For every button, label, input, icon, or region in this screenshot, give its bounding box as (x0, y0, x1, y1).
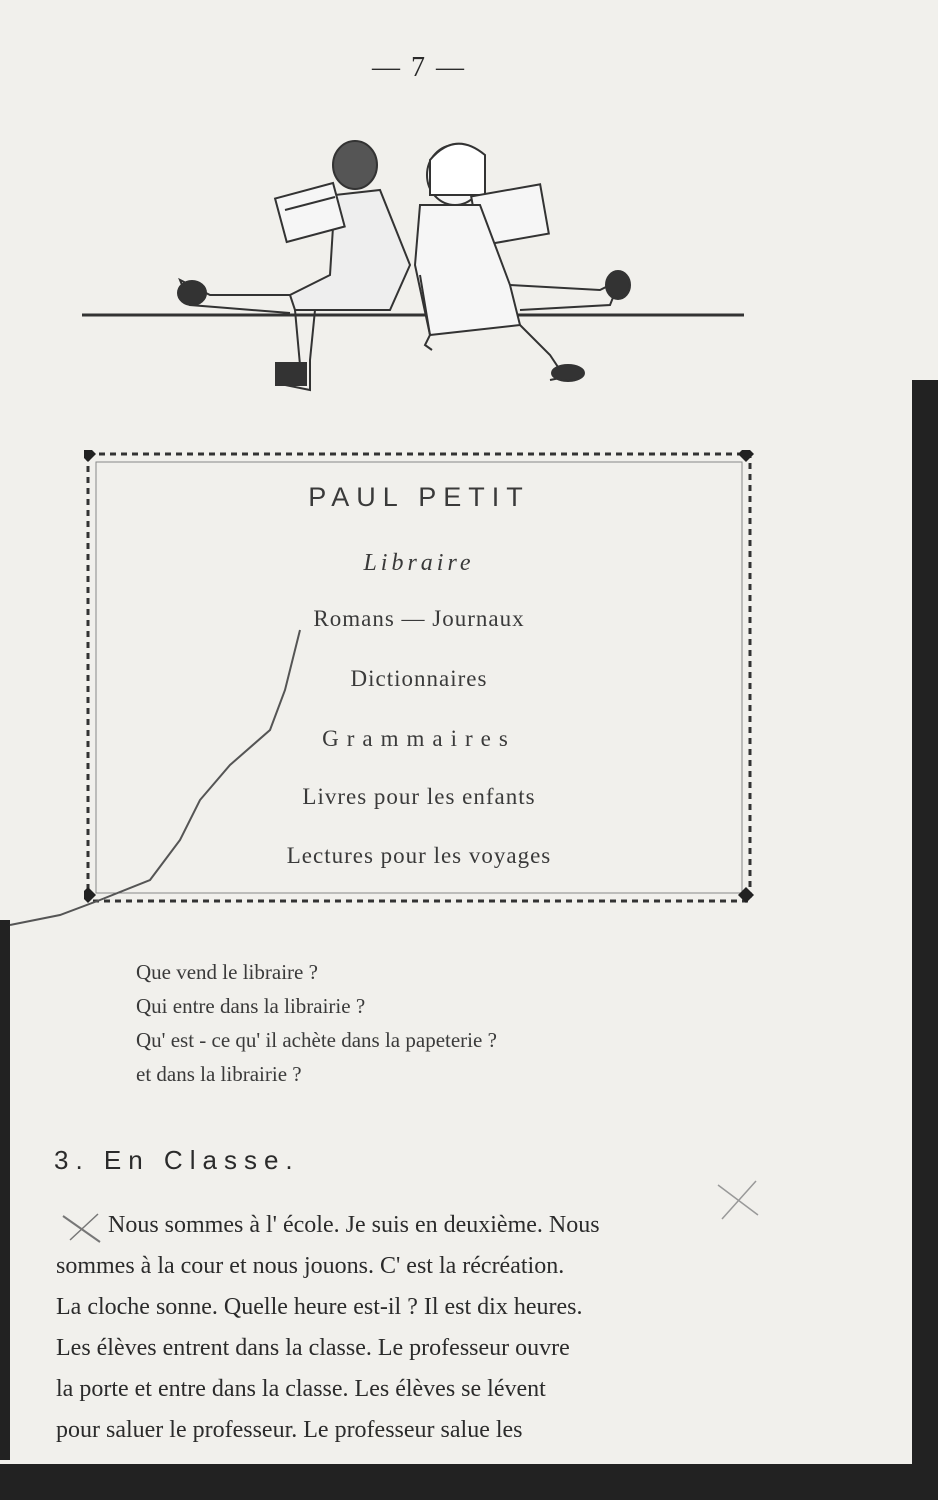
children-reading-illustration (80, 135, 748, 410)
page-number: — 7 — (372, 52, 466, 83)
text-line: la porte et entre dans la classe. Les élèves se lévent (56, 1376, 546, 1402)
lesson-text (56, 1205, 820, 1451)
question-line: Qui entre dans la librairie ? (136, 994, 366, 1018)
question-line: et dans la librairie ? (136, 1062, 302, 1086)
torn-edge (0, 920, 10, 1460)
text-line: La cloche sonne. Quelle heure est-il ? Il est dix heures. (56, 1294, 583, 1320)
question-line: Que vend le libraire ? (136, 960, 318, 984)
ad-item: Lectures pour les voyages (286, 843, 552, 868)
review-questions (136, 955, 497, 1091)
text-line: sommes à la cour et nous jouons. C' est la récréation. (56, 1253, 565, 1279)
section-heading: 3. En Classe. (54, 1145, 300, 1175)
text-line: Les élèves entrent dans la classe. Le professeur ouvre (56, 1335, 570, 1361)
ad-item: Romans — Journaux (313, 606, 525, 631)
question-line: Qu' est - ce qu' il achète dans la papeterie ? (136, 1028, 497, 1052)
text-line: pour saluer le professeur. Le professeur salue les (56, 1417, 523, 1443)
text-line: Nous sommes à l' école. Je suis en deuxième. Nous (108, 1212, 600, 1238)
ad-item: Grammaires (322, 726, 516, 751)
ad-item: Dictionnaires (350, 666, 488, 691)
page-bottom-shadow (0, 1464, 938, 1500)
ad-item: Livres pour les enfants (302, 784, 536, 809)
paper-tear-crease (0, 600, 320, 930)
shop-owner-name: PAUL PETIT (308, 482, 530, 512)
page-edge-shadow (912, 380, 938, 1500)
shop-type: Libraire (363, 550, 475, 576)
